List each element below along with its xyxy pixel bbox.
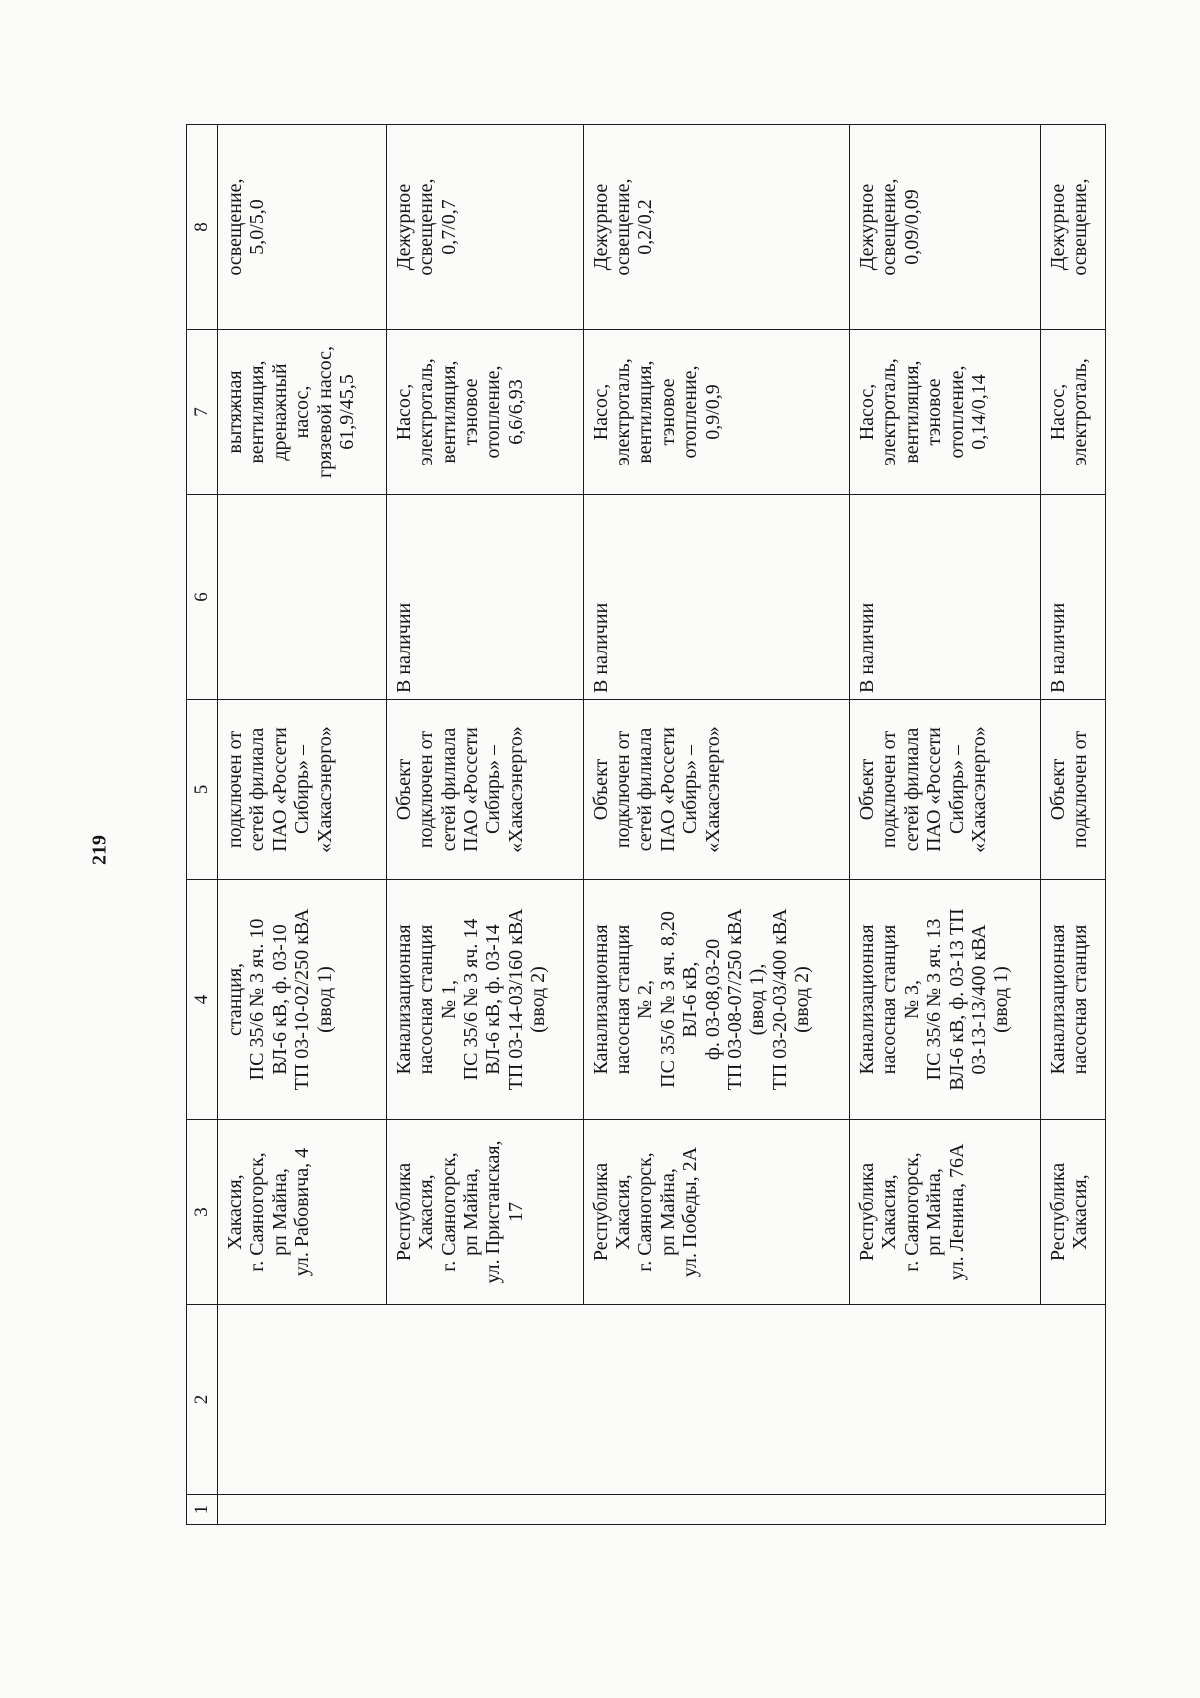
cell-col-2 <box>1040 1305 1105 1495</box>
object-cell: станция, ПС 35/6 № 3 яч. 10 ВЛ-6 кВ, ф. 03-10 ТП 03-10-02/250 кВА (ввод 1) <box>218 880 387 1120</box>
object-cell: Канализационная насосная станция № 2, ПС 35/6 № 3 яч. 8,20 ВЛ-6 кВ, ф. 03-08,03-20 ТП 03-08-07/250 кВА (ввод 1), ТП 03-20-03/400 кВА (ввод 2) <box>583 880 849 1120</box>
cell-col-2 <box>218 1305 387 1495</box>
equipment-cell: Насос, электроталь, вентиляция, тэновое отопление, 6,6/6,93 <box>386 330 583 495</box>
address-cell: Республика Хакасия, <box>1040 1120 1105 1305</box>
lighting-cell: освещение, 5,0/5,0 <box>218 125 387 330</box>
cell-col-1 <box>218 1495 387 1525</box>
column-header-1: 1 <box>187 1495 218 1525</box>
connection-cell: Объект подключен от сетей филиала ПАО «Россети Сибирь» – «Хакасэнерго» <box>850 700 1041 880</box>
table-row <box>218 125 387 1525</box>
column-header-2: 2 <box>187 1305 218 1495</box>
connection-cell: Объект подключен от сетей филиала ПАО «Россети Сибирь» – «Хакасэнерго» <box>583 700 849 880</box>
object-cell: Канализационная насосная станция <box>1040 880 1105 1120</box>
address-cell: Республика Хакасия, г. Саяногорск, рп Майна, ул. Пристанская, 17 <box>386 1120 583 1305</box>
column-header-4: 4 <box>187 880 218 1120</box>
table-row <box>583 125 849 1525</box>
cell-col-1 <box>386 1495 583 1525</box>
table-row <box>850 125 1041 1525</box>
equipment-cell: вытяжная вентиляция, дренажный насос, грязевой насос, 61,9/45,5 <box>218 330 387 495</box>
header-row <box>187 125 218 1525</box>
address-cell: Республика Хакасия, г. Саяногорск, рп Майна, ул. Ленина, 76А <box>850 1120 1041 1305</box>
column-header-3: 3 <box>187 1120 218 1305</box>
equipment-cell: Насос, электроталь, вентиляция, тэновое отопление, 0,9/0,9 <box>583 330 849 495</box>
column-header-7: 7 <box>187 330 218 495</box>
lighting-cell: Дежурное освещение, 0,2/0,2 <box>583 125 849 330</box>
availability-cell: В наличии <box>386 495 583 700</box>
object-cell: Канализационная насосная станция № 3, ПС 35/6 № 3 яч. 13 ВЛ-6 кВ, ф. 03-13 ТП 03-13-13/400 кВА (ввод 1) <box>850 880 1041 1120</box>
lighting-cell: Дежурное освещение, 0,09/0,09 <box>850 125 1041 330</box>
table-row <box>1040 125 1105 1525</box>
column-header-6: 6 <box>187 495 218 700</box>
lighting-cell: Дежурное освещение, <box>1040 125 1105 330</box>
data-table <box>186 124 1106 1525</box>
availability-cell: В наличии <box>850 495 1041 700</box>
connection-cell: Объект подключен от сетей филиала ПАО «Россети Сибирь» – «Хакасэнерго» <box>386 700 583 880</box>
object-cell: Канализационная насосная станция № 1, ПС 35/6 № 3 яч. 14 ВЛ-6 кВ, ф. 03-14 ТП 03-14-03/160 кВА (ввод 2) <box>386 880 583 1120</box>
table-row <box>386 125 583 1525</box>
cell-col-1 <box>583 1495 849 1525</box>
table-body <box>218 125 1106 1525</box>
cell-col-1 <box>1040 1495 1105 1525</box>
connection-cell: подключен от сетей филиала ПАО «Россети Сибирь» – «Хакасэнерго» <box>218 700 387 880</box>
column-header-8: 8 <box>187 125 218 330</box>
rotated-table-frame <box>186 125 1106 1525</box>
cell-col-2 <box>386 1305 583 1495</box>
equipment-cell: Насос, электроталь, вентиляция, тэновое отопление, 0,14/0,14 <box>850 330 1041 495</box>
address-cell: Хакасия, г. Саяногорск, рп Майна, ул. Рабовича, 4 <box>218 1120 387 1305</box>
cell-col-1 <box>850 1495 1041 1525</box>
cell-col-2 <box>850 1305 1041 1495</box>
cell-col-2 <box>583 1305 849 1495</box>
column-header-5: 5 <box>187 700 218 880</box>
connection-cell: Объект подключен от <box>1040 700 1105 880</box>
availability-cell: В наличии <box>1040 495 1105 700</box>
address-cell: Республика Хакасия, г. Саяногорск, рп Майна, ул. Победы, 2А <box>583 1120 849 1305</box>
equipment-cell: Насос, электроталь, <box>1040 330 1105 495</box>
availability-cell: В наличии <box>583 495 849 700</box>
lighting-cell: Дежурное освещение, 0,7/0,7 <box>386 125 583 330</box>
page-number: 219 <box>88 835 111 865</box>
availability-cell <box>218 495 387 700</box>
